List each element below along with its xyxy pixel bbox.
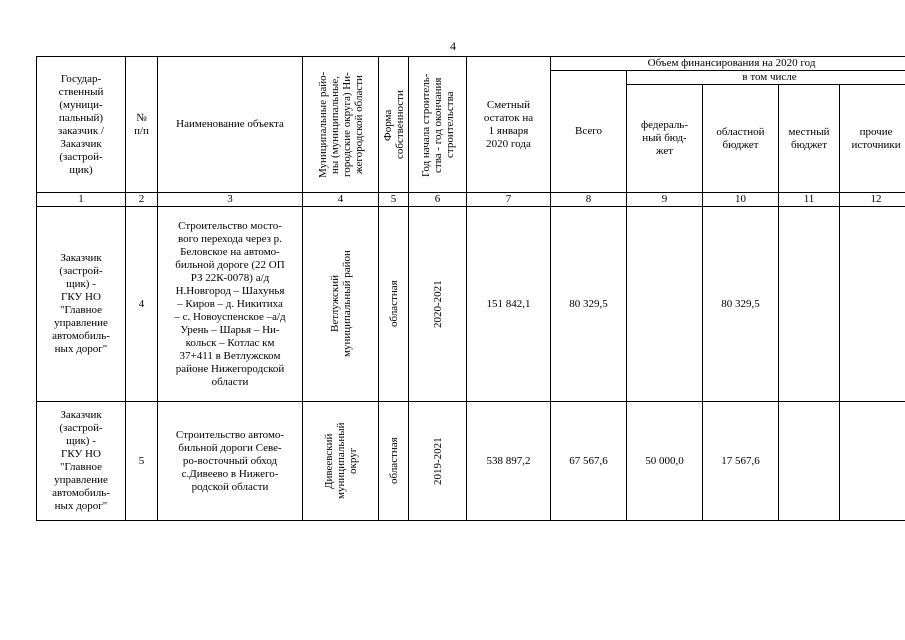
header-number: № п/п (126, 57, 158, 193)
header-construction-years (409, 57, 467, 193)
header-including: в том числе (627, 71, 905, 85)
table-row (37, 207, 905, 402)
row-federal-budget (627, 207, 703, 402)
column-number: 3 (158, 193, 303, 207)
row-municipal-district-text: Ветлужский муниципальный район (328, 250, 353, 358)
header-object-name: Наименование объекта (158, 57, 303, 193)
row-construction-years-text: 2019-2021 (431, 437, 444, 485)
header-customer: Государ- ственный (муници- пальный) заказчик / Заказчик (застрой- щик) (37, 57, 126, 193)
row-construction-years (409, 207, 467, 402)
row-construction-years (409, 402, 467, 521)
row-local-budget (779, 207, 840, 402)
column-number: 10 (703, 193, 779, 207)
row-object-name: Строительство автомо- бильной дороги Севе- ро-восточный обход с.Дивеево в Нижего- родской области (158, 402, 303, 521)
row-customer: Заказчик (застрой- щик) - ГКУ НО "Главное управление автомобиль- ных дорог" (37, 207, 126, 402)
row-local-budget (779, 402, 840, 521)
row-municipal-district (303, 207, 379, 402)
row-regional-budget: 80 329,5 (703, 207, 779, 402)
page-number: 4 (450, 39, 456, 53)
column-number: 2 (126, 193, 158, 207)
row-construction-years-text: 2020-2021 (431, 280, 444, 328)
row-municipal-district (303, 402, 379, 521)
header-total: Всего (551, 71, 627, 193)
row-estimated-balance: 538 897,2 (467, 402, 551, 521)
header-other-sources: прочие источники (840, 85, 905, 193)
column-number: 12 (840, 193, 905, 207)
column-number: 5 (379, 193, 409, 207)
column-number: 9 (627, 193, 703, 207)
financing-table (36, 56, 905, 521)
column-number: 1 (37, 193, 126, 207)
column-number: 7 (467, 193, 551, 207)
row-federal-budget: 50 000,0 (627, 402, 703, 521)
column-number: 4 (303, 193, 379, 207)
row-total: 80 329,5 (551, 207, 627, 402)
header-row-1 (37, 57, 905, 71)
row-number: 5 (126, 402, 158, 521)
header-construction-years-text: Год начала строитель- ства - год окончания строительства (419, 72, 456, 177)
column-number: 11 (779, 193, 840, 207)
header-federal-budget: федераль- ный бюд- жет (627, 85, 703, 193)
header-municipal-district-text: Муниципальные райо- ны (муниципальные, городские округа) Ни- жегородской области (316, 71, 365, 178)
header-local-budget: местный бюджет (779, 85, 840, 193)
column-number: 8 (551, 193, 627, 207)
row-other-sources (840, 207, 905, 402)
row-customer: Заказчик (застрой- щик) - ГКУ НО "Главное управление автомобиль- ных дорог" (37, 402, 126, 521)
row-municipal-district-text: Дивеевский муниципальный округ (322, 422, 359, 500)
row-ownership-form-text: областная (387, 437, 400, 485)
row-ownership-form (379, 207, 409, 402)
row-total: 67 567,6 (551, 402, 627, 521)
table-row (37, 402, 905, 521)
row-number: 4 (126, 207, 158, 402)
header-ownership-form (379, 57, 409, 193)
column-number: 6 (409, 193, 467, 207)
header-ownership-form-text: Форма собственности (381, 90, 406, 159)
header-estimated-balance: Сметный остаток на 1 января 2020 года (467, 57, 551, 193)
row-object-name: Строительство мосто- вого перехода через р. Беловское на автомо- бильной дороге (22 ОП РЗ 22К-0078) а/д Н.Новгород – Шахунья – Киров – д. Никитиха – с. Новоуспенское –а/д Урень – Шарья – Ни- кольск – Котлас км 37+411 в Ветлужском районе Нижегородской области (158, 207, 303, 402)
row-other-sources (840, 402, 905, 521)
row-ownership-form (379, 402, 409, 521)
header-financing-volume: Объем финансирования на 2020 год (551, 57, 905, 71)
row-regional-budget: 17 567,6 (703, 402, 779, 521)
header-regional-budget: областной бюджет (703, 85, 779, 193)
row-estimated-balance: 151 842,1 (467, 207, 551, 402)
column-numbers-row (37, 193, 905, 207)
header-municipal-district (303, 57, 379, 193)
row-ownership-form-text: областная (387, 280, 400, 328)
